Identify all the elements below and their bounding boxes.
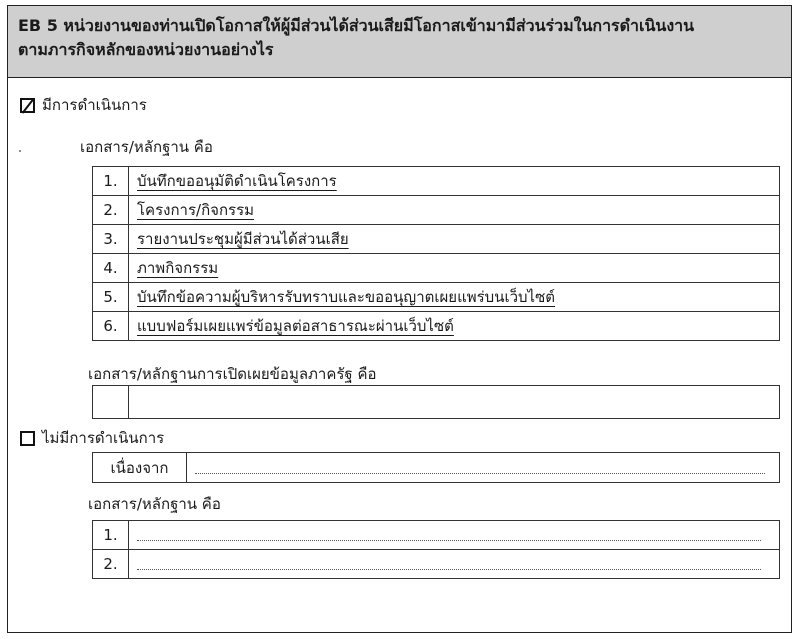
reason-label: เนื่องจาก: [93, 453, 187, 483]
evidence-input-cell[interactable]: [129, 550, 780, 579]
table-row: [93, 386, 780, 419]
row-number: 5.: [93, 283, 129, 312]
reason-input-cell[interactable]: [187, 453, 780, 483]
table-row: [93, 312, 780, 341]
row-number: 3.: [93, 225, 129, 254]
evidence-item-text: รายงานประชุมผู้มีส่วนได้ส่วนเสีย: [137, 230, 349, 248]
row-number: 1.: [93, 167, 129, 196]
evidence-input-cell[interactable]: [129, 521, 780, 550]
disclosure-label: เอกสาร/หลักฐานการเปิดเผยข้อมูลภาครัฐ คือ: [88, 365, 377, 383]
disclosure-input-cell[interactable]: [129, 386, 780, 419]
stray-dot: [19, 150, 21, 152]
evidence-label: เอกสาร/หลักฐาน คือ: [80, 138, 213, 156]
question-header: [8, 6, 791, 78]
evidence-item-text: บันทึกขออนุมัติดำเนินโครงการ: [137, 172, 337, 190]
dotted-line: [137, 568, 761, 570]
table-row: [93, 167, 780, 196]
option-not-done-label: ไม่มีการดำเนินการ: [42, 429, 165, 447]
evidence-table: [92, 166, 780, 341]
row-number: 4.: [93, 254, 129, 283]
dotted-line: [195, 472, 765, 474]
evidence-item-text: ภาพกิจกรรม: [137, 259, 219, 277]
row-number: 1.: [93, 521, 129, 550]
option-done-label: มีการดำเนินการ: [42, 96, 147, 114]
row-number-cell[interactable]: [93, 386, 129, 419]
table-row: [93, 225, 780, 254]
evidence-item-text: โครงการ/กิจกรรม: [137, 201, 255, 219]
question-title-line2: ตามภารกิจหลักของหน่วยงานอย่างไร: [18, 40, 274, 59]
table-row: [93, 550, 780, 579]
evidence-item-text: แบบฟอร์มเผยแพร่ข้อมูลต่อสาธารณะผ่านเว็บไซต์: [137, 317, 454, 335]
evidence-label-2: เอกสาร/หลักฐาน คือ: [88, 495, 221, 513]
reason-table: [92, 452, 780, 483]
unchecked-checkbox[interactable]: [20, 431, 35, 446]
option-done[interactable]: [20, 93, 147, 117]
table-row: [93, 196, 780, 225]
row-number: 2.: [93, 550, 129, 579]
table-row: [93, 283, 780, 312]
row-number: 2.: [93, 196, 129, 225]
option-not-done[interactable]: [20, 426, 164, 450]
evidence-table-2: [92, 520, 780, 579]
table-row: [93, 521, 780, 550]
dotted-line: [137, 539, 761, 541]
row-number: 6.: [93, 312, 129, 341]
table-row: [93, 254, 780, 283]
question-title-line1: EB 5 หน่วยงานของท่านเปิดโอกาสให้ผู้มีส่วนได้ส่วนเสียมีโอกาสเข้ามามีส่วนร่วมในการดำเนินงาน: [18, 16, 695, 35]
disclosure-table: [92, 385, 780, 419]
table-row: [93, 453, 780, 483]
evidence-item-text: บันทึกข้อความผู้บริหารรับทราบและขออนุญาตเผยแพร่บนเว็บไซต์: [137, 288, 555, 306]
checked-checkbox[interactable]: [20, 98, 35, 113]
